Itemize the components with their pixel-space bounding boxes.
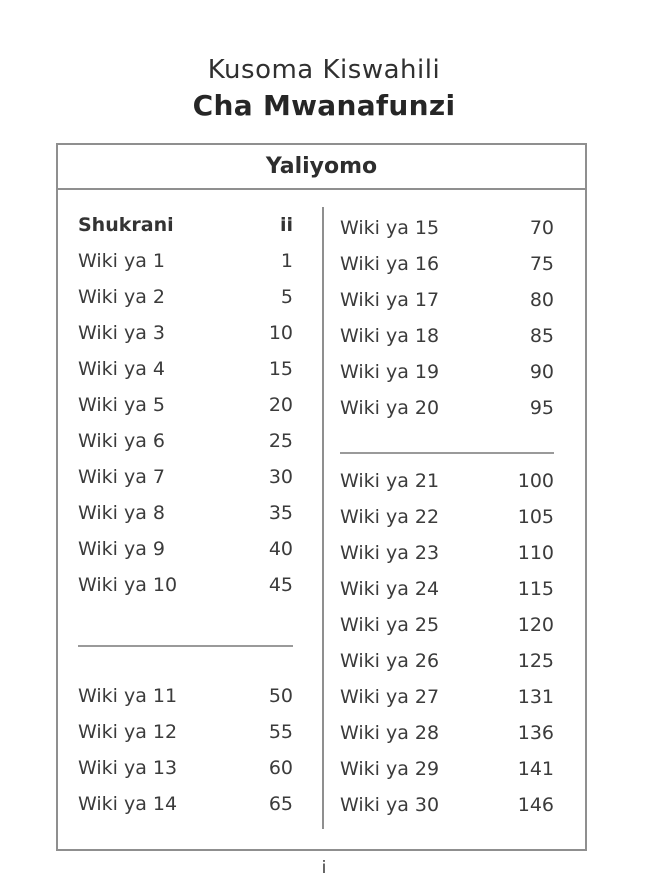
folio-page-number: i <box>321 858 327 878</box>
toc-entry-label: Wiki ya 19 <box>340 361 440 383</box>
toc-group-left-bottom <box>78 678 293 822</box>
toc-entry <box>78 531 293 567</box>
toc-entry-label: Wiki ya 12 <box>78 721 178 743</box>
toc-group-left-top <box>78 207 293 603</box>
toc-entry-label: Wiki ya 20 <box>340 397 440 419</box>
toc-entry-label: Wiki ya 14 <box>78 793 178 815</box>
toc-entry-label: Wiki ya 15 <box>340 217 440 239</box>
toc-column-right <box>340 190 554 823</box>
toc-entry <box>78 459 293 495</box>
toc-entry <box>78 786 293 822</box>
book-title <box>0 55 648 122</box>
toc-entry-page: 75 <box>529 253 554 275</box>
toc-entry-page: 80 <box>529 289 554 311</box>
toc-entry-page: 146 <box>517 794 554 816</box>
toc-entry-page: 25 <box>268 430 293 452</box>
toc-group-right-top <box>340 210 554 426</box>
toc-entry <box>340 282 554 318</box>
contents-box <box>56 143 587 851</box>
toc-entry-label: Wiki ya 16 <box>340 253 440 275</box>
toc-entry-page: 60 <box>268 757 293 779</box>
toc-entry-label: Wiki ya 10 <box>78 574 178 596</box>
toc-entry-label: Wiki ya 30 <box>340 794 440 816</box>
toc-entry <box>78 387 293 423</box>
toc-entry <box>340 607 554 643</box>
section-divider-line <box>340 452 554 454</box>
toc-entry-page: 1 <box>280 250 293 272</box>
toc-entry-page: 5 <box>280 286 293 308</box>
toc-entry <box>340 354 554 390</box>
toc-entry-label: Wiki ya 26 <box>340 650 440 672</box>
toc-entry <box>78 423 293 459</box>
toc-entry <box>78 567 293 603</box>
toc-entry-label: Wiki ya 1 <box>78 250 165 272</box>
toc-entry-label: Wiki ya 25 <box>340 614 440 636</box>
toc-entry-page: 65 <box>268 793 293 815</box>
toc-entry-label: Wiki ya 24 <box>340 578 440 600</box>
toc-entry-page: 115 <box>517 578 554 600</box>
toc-entry <box>340 246 554 282</box>
toc-entry-page: 136 <box>517 722 554 744</box>
toc-entry <box>78 714 293 750</box>
toc-group-right-bottom <box>340 463 554 823</box>
toc-entry <box>78 678 293 714</box>
toc-entry-label: Wiki ya 21 <box>340 470 440 492</box>
toc-entry <box>78 207 293 243</box>
toc-entry-label: Wiki ya 13 <box>78 757 178 779</box>
toc-entry-page: 120 <box>517 614 554 636</box>
toc-entry <box>340 643 554 679</box>
section-divider-line <box>78 645 293 647</box>
toc-entry-label: Wiki ya 22 <box>340 506 440 528</box>
toc-entry <box>340 463 554 499</box>
book-title-line1: Kusoma Kiswahili <box>207 55 441 85</box>
toc-entry <box>78 243 293 279</box>
toc-entry <box>78 315 293 351</box>
toc-entry-label: Shukrani <box>78 214 174 236</box>
toc-entry-label: Wiki ya 27 <box>340 686 440 708</box>
toc-entry-page: 125 <box>517 650 554 672</box>
contents-body <box>58 190 585 816</box>
toc-entry-label: Wiki ya 23 <box>340 542 440 564</box>
toc-entry-label: Wiki ya 4 <box>78 358 165 380</box>
column-divider-line <box>322 207 324 829</box>
toc-entry-page: 105 <box>517 506 554 528</box>
toc-entry-label: Wiki ya 8 <box>78 502 165 524</box>
toc-entry-label: Wiki ya 5 <box>78 394 165 416</box>
toc-entry <box>78 279 293 315</box>
toc-entry <box>340 318 554 354</box>
toc-entry-page: 50 <box>268 685 293 707</box>
toc-entry-page: 45 <box>268 574 293 596</box>
toc-entry <box>340 715 554 751</box>
toc-entry-label: Wiki ya 2 <box>78 286 165 308</box>
toc-entry-label: Wiki ya 11 <box>78 685 178 707</box>
toc-entry-page: 40 <box>268 538 293 560</box>
toc-entry-page: 70 <box>529 217 554 239</box>
toc-entry-page: 90 <box>529 361 554 383</box>
toc-entry-page: 95 <box>529 397 554 419</box>
toc-entry-label: Wiki ya 7 <box>78 466 165 488</box>
toc-column-left <box>78 190 293 822</box>
toc-entry <box>78 750 293 786</box>
toc-entry-page: 20 <box>268 394 293 416</box>
toc-entry-label: Wiki ya 18 <box>340 325 440 347</box>
toc-entry-page: 141 <box>517 758 554 780</box>
toc-entry-page: 35 <box>268 502 293 524</box>
toc-entry-page: 15 <box>268 358 293 380</box>
toc-entry-label: Wiki ya 9 <box>78 538 165 560</box>
toc-entry <box>340 571 554 607</box>
contents-heading: Yaliyomo <box>58 145 585 190</box>
toc-entry-page: 55 <box>268 721 293 743</box>
toc-entry <box>78 495 293 531</box>
toc-entry-page: ii <box>279 214 293 236</box>
toc-entry <box>340 787 554 823</box>
toc-entry <box>340 679 554 715</box>
toc-entry <box>340 390 554 426</box>
toc-entry-label: Wiki ya 17 <box>340 289 440 311</box>
toc-entry-page: 100 <box>517 470 554 492</box>
toc-entry <box>340 210 554 246</box>
toc-entry-label: Wiki ya 6 <box>78 430 165 452</box>
toc-entry-label: Wiki ya 28 <box>340 722 440 744</box>
toc-entry <box>78 351 293 387</box>
toc-entry <box>340 499 554 535</box>
toc-entry-label: Wiki ya 29 <box>340 758 440 780</box>
toc-entry-page: 30 <box>268 466 293 488</box>
toc-entry-page: 131 <box>517 686 554 708</box>
toc-entry-label: Wiki ya 3 <box>78 322 165 344</box>
book-title-line2: Cha Mwanafunzi <box>192 89 456 122</box>
toc-entry <box>340 535 554 571</box>
toc-entry-page: 10 <box>268 322 293 344</box>
toc-entry-page: 85 <box>529 325 554 347</box>
toc-entry <box>340 751 554 787</box>
toc-entry-page: 110 <box>517 542 554 564</box>
